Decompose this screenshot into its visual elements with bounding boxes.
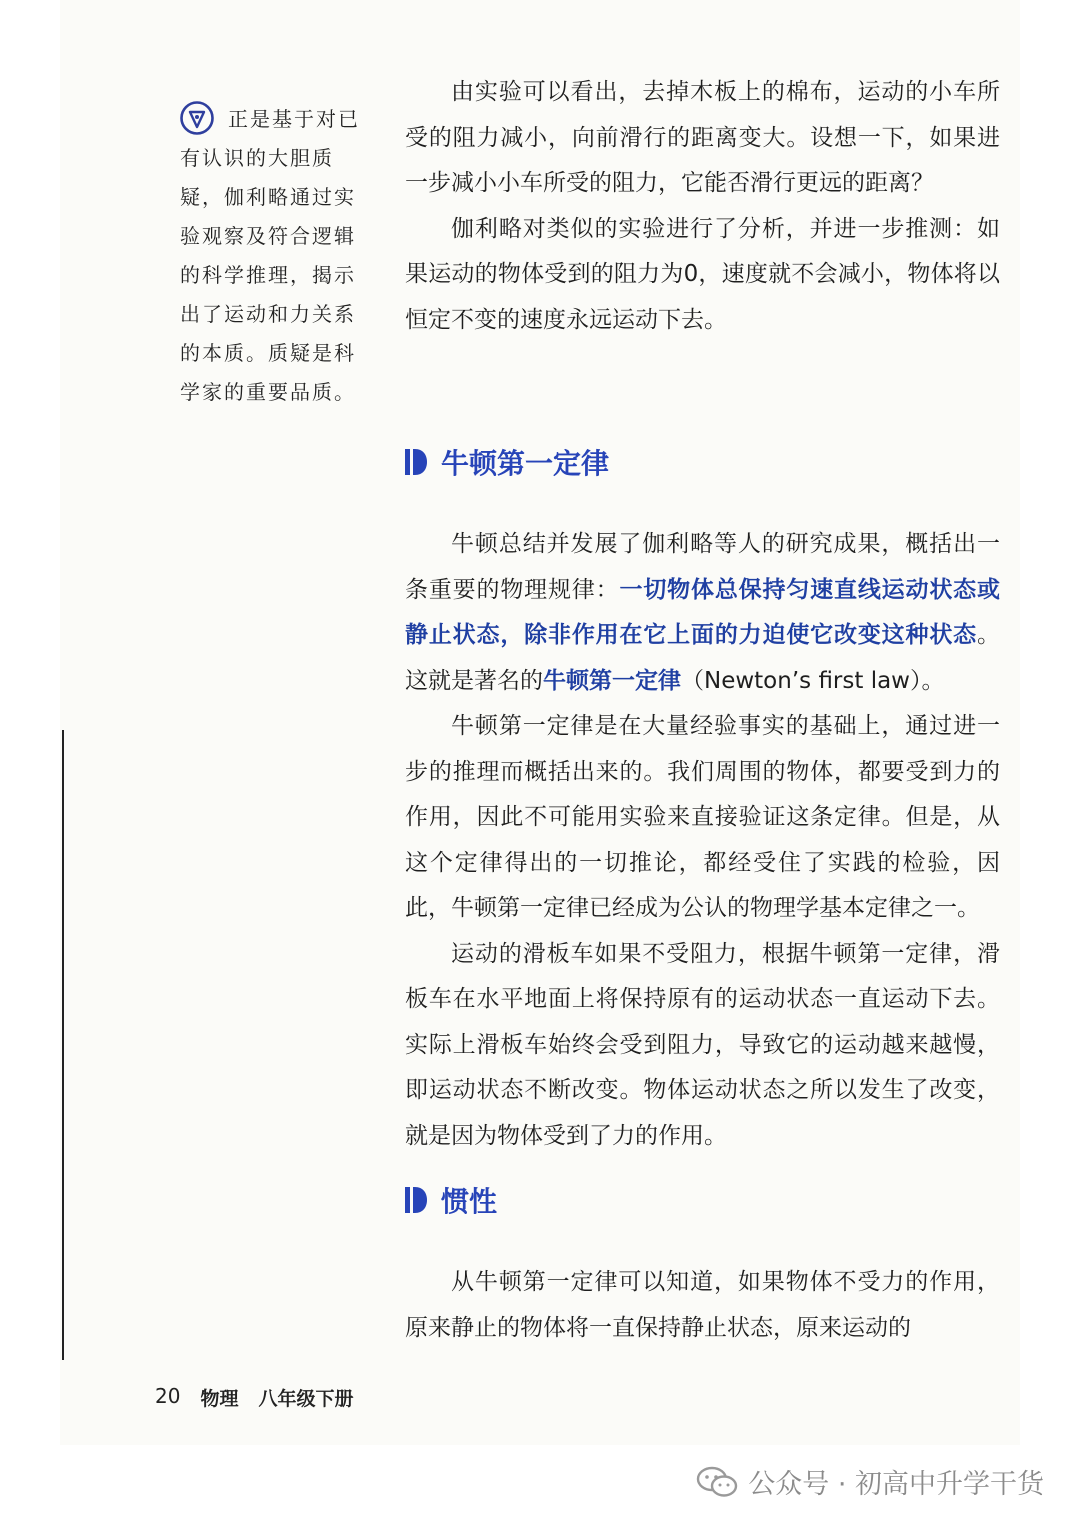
- section1-p1-text-b: 。这就是著名的: [405, 622, 1000, 694]
- page-number: 20: [155, 1384, 181, 1408]
- section1-p1-text-c: （Newton’s first law）。: [681, 667, 945, 694]
- section-heading-newton-first-law: [405, 442, 609, 482]
- section2-paragraph-1: 从牛顿第一定律可以知道，如果物体不受力的作用，原来静止的物体将一直保持静止状态，原来运动的: [405, 1269, 1000, 1341]
- section1-paragraph-2: 牛顿第一定律是在大量经验事实的基础上，通过进一步的推理而概括出来的。我们周围的物体，都要受到力的作用，因此不可能用实验来直接验证这条定律。但是，从这个定律得出的一切推论，都经受住了实践的检验，因此，牛顿第一定律已经成为公认的物理学基本定律之一。: [405, 713, 1000, 921]
- newton-law-statement: 一切物体总保持匀速直线运动状态或静止状态，除非作用在它上面的力迫使它改变这种状态: [405, 576, 1001, 648]
- section-title: 惯性: [441, 1185, 498, 1218]
- intro-paragraph-1: 由实验可以看出，去掉木板上的棉布，运动的小车所受的阻力减小，向前滑行的距离变大。设想一下，如果进一步减小小车所受的阻力，它能否滑行更远的距离？: [405, 79, 1000, 196]
- section2-body: [405, 1260, 1000, 1351]
- intro-paragraph-2: 伽利略对类似的实验进行了分析，并进一步推测：如果运动的物体受到的阻力为0，速度就不会减小，物体将以恒定不变的速度永远运动下去。: [405, 215, 1000, 333]
- watermark-text: 公众号 · 初高中升学干货: [748, 1469, 1044, 1500]
- section-marker-icon: [405, 1187, 427, 1213]
- section-title: 牛顿第一定律: [441, 447, 610, 480]
- wechat-icon: [696, 1465, 738, 1499]
- section1-p1-text-a: 牛顿总结并发展了伽利略等人的研究成果，概括出一条重要的物理规律：: [405, 531, 1000, 603]
- section1-paragraph-1: [405, 522, 1000, 704]
- page-edge-line: [62, 730, 64, 1360]
- watermark: [696, 1462, 1044, 1501]
- book-subject: 物理: [200, 1388, 239, 1410]
- newton-law-name: 牛顿第一定律: [543, 667, 681, 694]
- section-heading-inertia: [405, 1180, 497, 1220]
- intro-block: [405, 70, 1000, 343]
- pen-nib-icon: [180, 101, 214, 135]
- sidebar-text: 正是基于对已有认识的大胆质疑，伽利略通过实验观察及符合逻辑的科学推理，揭示出了运动和力关系的本质。质疑是科学家的重要品质。: [180, 107, 360, 404]
- book-grade: 八年级下册: [258, 1388, 354, 1410]
- section1-body: [405, 522, 1000, 1159]
- sidebar-note: [180, 100, 375, 412]
- page-footer: [155, 1384, 353, 1411]
- section-marker-icon: [405, 449, 427, 475]
- section1-paragraph-3: 运动的滑板车如果不受阻力，根据牛顿第一定律，滑板车在水平地面上将保持原有的运动状态一直运动下去。实际上滑板车始终会受到阻力，导致它的运动越来越慢，即运动状态不断改变。物体运动状态之所以发生了改变，就是因为物体受到了力的作用。: [405, 940, 1000, 1149]
